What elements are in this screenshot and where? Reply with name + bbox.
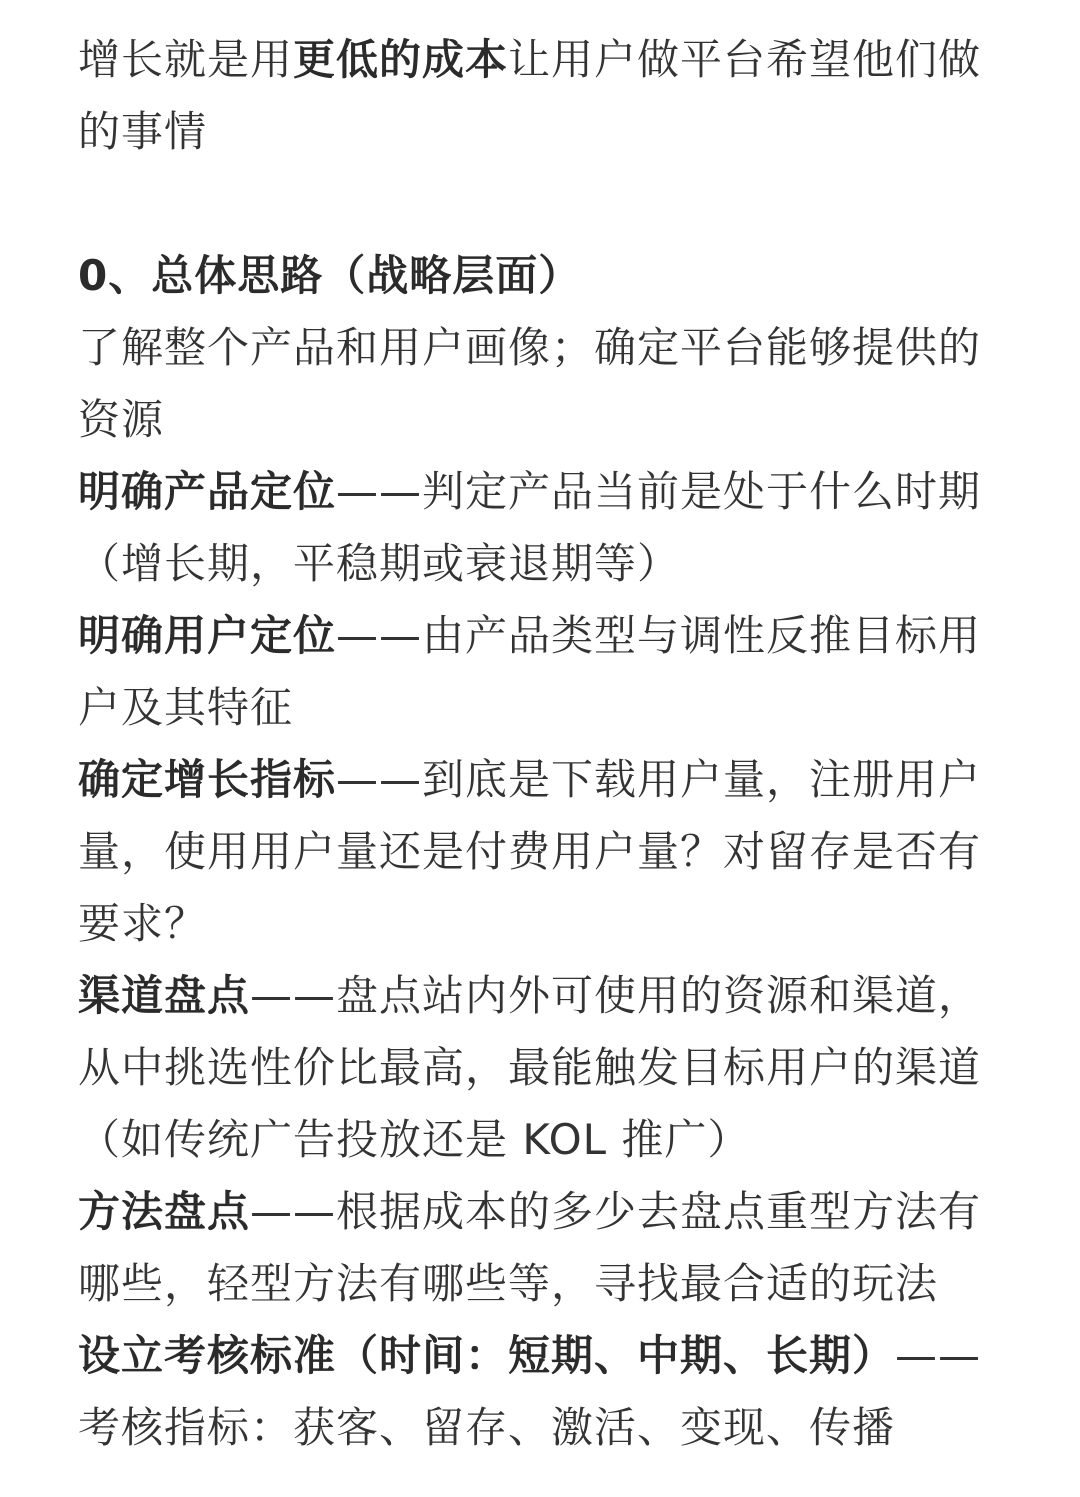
item-term: 设立考核标准（时间：短期、中期、长期） — [78, 1331, 896, 1380]
item-term: 明确用户定位 — [78, 611, 337, 660]
item-product-positioning — [78, 456, 1008, 600]
item-growth-metrics — [78, 744, 1008, 960]
intro-text-before: 增长就是用 — [78, 35, 294, 84]
item-term: 方法盘点 — [78, 1187, 251, 1236]
article-body — [78, 24, 1008, 1464]
section-summary: 了解整个产品和用户画像；确定平台能够提供的资源 — [78, 323, 982, 444]
item-text: ——到底是下载用户量，注册用户量，使用用户量还是付费用户量？对留存是否有要求？ — [78, 755, 982, 948]
item-text: ——判定产品当前是处于什么时期（增长期，平稳期或衰退期等） — [78, 467, 982, 588]
item-text: ——根据成本的多少去盘点重型方法有哪些，轻型方法有哪些等，寻找最合适的玩法 — [78, 1187, 982, 1308]
intro-text-after: 让用户做平台希望他们做的事情 — [78, 35, 982, 156]
item-assessment-standards — [78, 1320, 1008, 1464]
item-text: ——考核指标：获客、留存、激活、变现、传播 — [78, 1331, 982, 1452]
intro-paragraph — [78, 24, 1008, 168]
item-user-positioning — [78, 600, 1008, 744]
item-method-review — [78, 1176, 1008, 1320]
item-term: 明确产品定位 — [78, 467, 337, 516]
item-term: 确定增长指标 — [78, 755, 337, 804]
item-term: 渠道盘点 — [78, 971, 251, 1020]
section-heading: 0、总体思路（战略层面） — [78, 251, 582, 300]
intro-bold-text: 更低的成本 — [293, 35, 509, 84]
item-text: ——盘点站内外可使用的资源和渠道，从中挑选性价比最高，最能触发目标用户的渠道（如传统广告投放还是 KOL 推广） — [78, 971, 982, 1164]
paragraph-spacer — [78, 168, 1008, 240]
item-text: ——由产品类型与调性反推目标用户及其特征 — [78, 611, 982, 732]
item-channel-review — [78, 960, 1008, 1176]
